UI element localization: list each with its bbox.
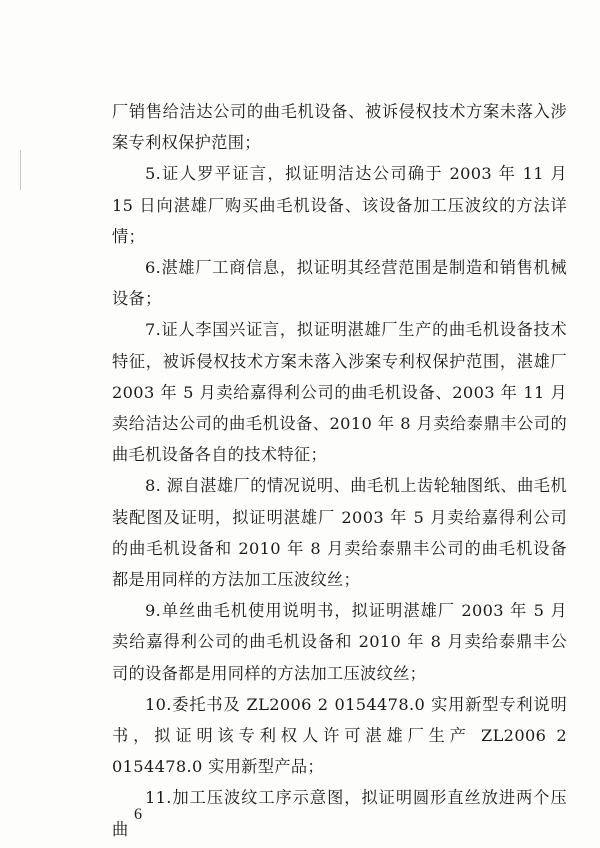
paragraph-item-7: 7.证人李国兴证言，拟证明湛雄厂生产的曲毛机设备技术特征，被诉侵权技术方案未落入涉案专利权保护范围，湛雄厂 2003 年 5 月卖给嘉得利公司的曲毛机设备、2003 年 11 月卖给洁达公司的曲毛机设备、2010 年 8 月卖给泰鼎丰公司的曲毛机设备各自的技术特征； — [112, 320, 567, 465]
page-number: 6 — [134, 806, 142, 823]
paragraph-continuation: 厂销售给洁达公司的曲毛机设备、被诉侵权技术方案未落入涉案专利权保护范围； — [112, 102, 567, 153]
document-body — [112, 96, 567, 845]
binding-shadow — [20, 150, 21, 190]
paragraph-item-11: 11.加工压波纹工序示意图，拟证明圆形直丝放进两个压曲 — [112, 788, 567, 839]
paragraph-item-5: 5.证人罗平证言，拟证明洁达公司确于 2003 年 11 月 15 日向湛雄厂购买曲毛机设备、该设备加工压波纹的方法详情； — [112, 164, 567, 246]
paragraph-item-10: 10.委托书及 ZL2006 2 0154478.0 实用新型专利说明书，拟证明该专利权人许可湛雄厂生产 ZL2006 2 0154478.0 实用新型产品； — [112, 694, 567, 777]
paragraph-item-9: 9.单丝曲毛机使用说明书，拟证明湛雄厂 2003 年 5 月卖给嘉得利公司的曲毛机设备和 2010 年 8 月卖给泰鼎丰公司的设备都是用同样的方法加工压波纹丝； — [112, 601, 567, 683]
paragraph-item-6: 6.湛雄厂工商信息，拟证明其经营范围是制造和销售机械设备； — [112, 258, 567, 309]
paragraph-item-8: 8. 源自湛雄厂的情况说明、曲毛机上齿轮轴图纸、曲毛机装配图及证明，拟证明湛雄厂 2003 年 5 月卖给嘉得利公司的曲毛机设备和 2010 年 8 月卖给泰鼎丰公司的曲毛机设备都是用同样的方法加工压波纹丝； — [112, 476, 567, 590]
